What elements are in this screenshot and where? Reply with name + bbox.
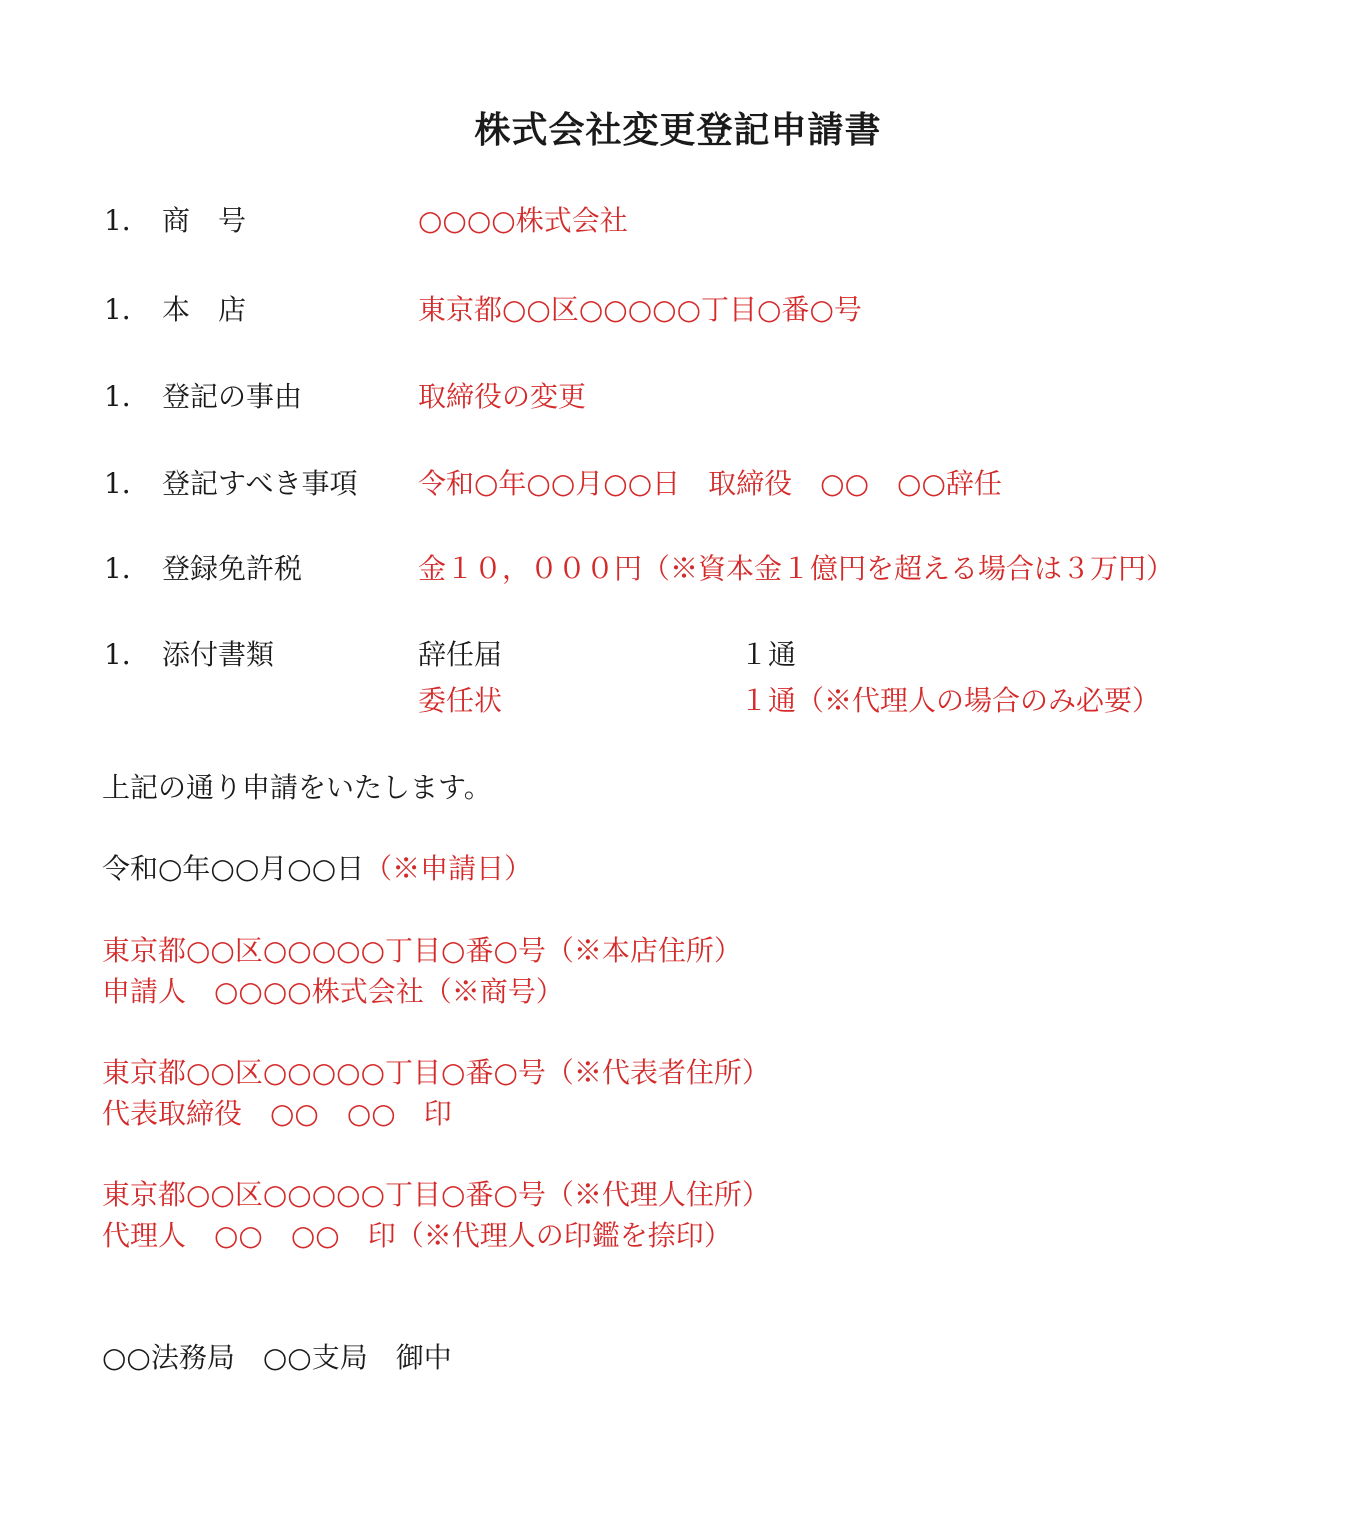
date-text: 令和○年○○月○○日 [102, 852, 365, 885]
item-number: 1． [104, 380, 150, 413]
agent-address: 東京都○○区○○○○○丁目○番○号（※代理人住所） [102, 1178, 770, 1211]
item-label-trade-name: 商 号 [162, 204, 247, 237]
representative-address: 東京都○○区○○○○○丁目○番○号（※代表者住所） [102, 1056, 770, 1089]
agent-name: 代理人 ○○ ○○ 印（※代理人の印鑑を捺印） [102, 1219, 732, 1252]
attachment-count: １通（※代理人の場合のみ必要） [740, 684, 1161, 717]
applicant-name: 申請人 ○○○○株式会社（※商号） [102, 975, 564, 1008]
item-value-matters: 令和○年○○月○○日 取締役 ○○ ○○辞任 [418, 467, 1002, 500]
statement: 上記の通り申請をいたします。 [102, 771, 492, 804]
addressee: ○○法務局 ○○支局 御中 [102, 1341, 452, 1374]
item-number: 1． [104, 204, 150, 237]
item-number: 1． [104, 638, 150, 671]
item-value-license-tax: 金１０，０００円（※資本金１億円を超える場合は３万円） [418, 552, 1175, 585]
item-number: 1． [104, 293, 150, 326]
attachment-name: 委任状 [418, 684, 503, 717]
item-label-reason: 登記の事由 [162, 380, 303, 413]
item-label-head-office: 本 店 [162, 293, 247, 326]
item-label-attachments: 添付書類 [162, 638, 275, 671]
item-label-matters: 登記すべき事項 [162, 467, 358, 500]
applicant-address: 東京都○○区○○○○○丁目○番○号（※本店住所） [102, 934, 742, 967]
attachment-name: 辞任届 [418, 638, 503, 671]
date-note: （※申請日） [364, 852, 533, 885]
attachment-count: １通 [740, 638, 797, 671]
item-label-license-tax: 登録免許税 [162, 552, 303, 585]
item-value-head-office: 東京都○○区○○○○○丁目○番○号 [418, 293, 862, 326]
item-value-trade-name: ○○○○株式会社 [418, 204, 628, 237]
representative-name: 代表取締役 ○○ ○○ 印 [102, 1097, 452, 1130]
page-title: 株式会社変更登記申請書 [474, 109, 882, 151]
application-date [102, 849, 532, 889]
item-number: 1． [104, 467, 150, 500]
item-value-reason: 取締役の変更 [418, 380, 587, 413]
item-number: 1． [104, 552, 150, 585]
